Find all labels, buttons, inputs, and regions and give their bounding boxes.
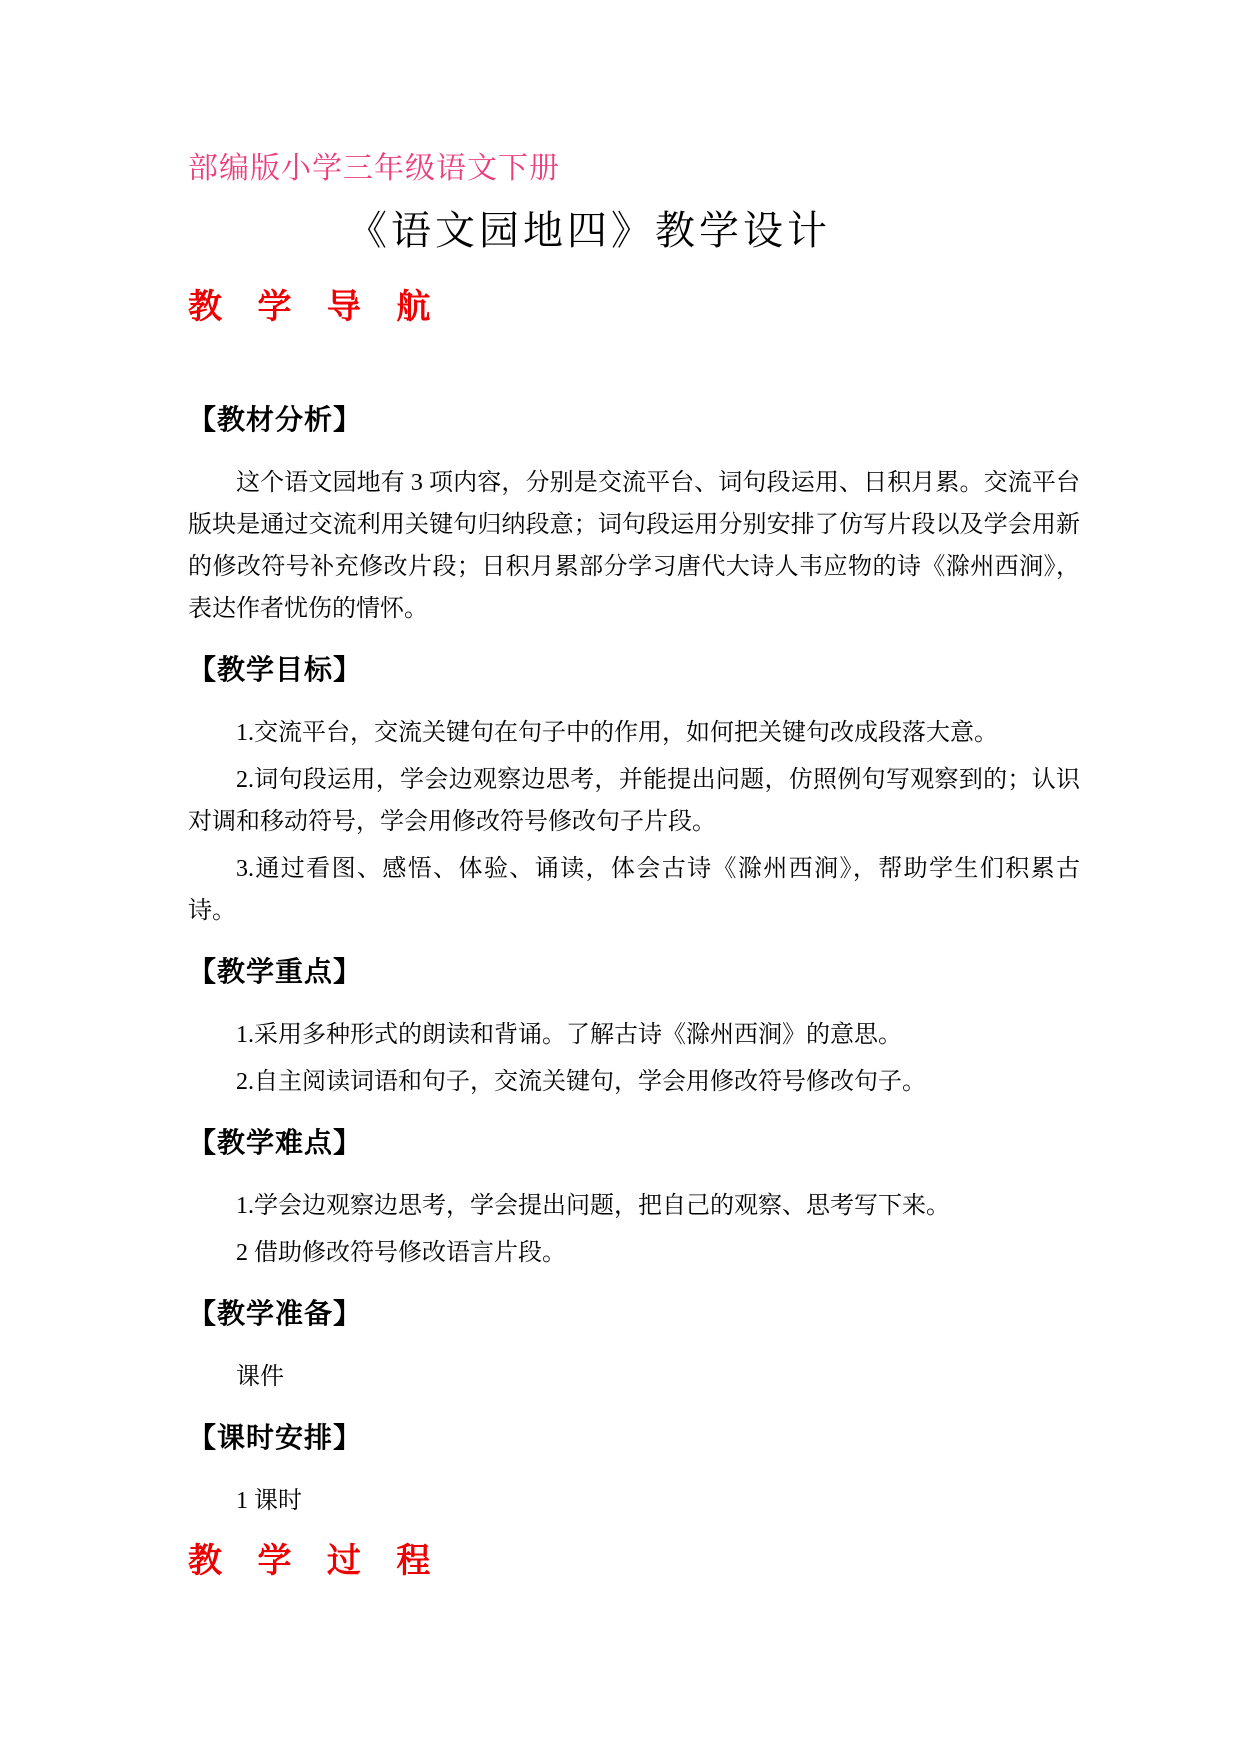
paragraph: 1.采用多种形式的朗读和背诵。了解古诗《滁州西涧》的意思。 [236,1022,902,1048]
section-heading-textbook-analysis: 【教材分析】 [188,404,363,435]
section-heading-teaching-objectives: 【教学目标】 [188,654,363,685]
section-body [188,1356,1080,1398]
section-heading-teaching-process: 教 学 过 程 [188,1542,444,1580]
section-body [188,1014,1080,1103]
section-heading-teaching-key-points: 【教学重点】 [188,956,363,987]
section-body [188,1480,1080,1522]
section-heading-class-schedule: 【课时安排】 [188,1422,363,1453]
section-heading-teaching-preparation: 【教学准备】 [188,1298,363,1329]
section-teaching-difficulties [188,1125,1080,1274]
paragraph: 1 课时 [236,1488,302,1514]
section-heading-teaching-difficulties: 【教学难点】 [188,1127,363,1158]
section-teaching-preparation [188,1296,1080,1398]
section-heading-teaching-navigation: 教 学 导 航 [188,288,444,326]
paragraph: 1.交流平台，交流关键句在句子中的作用，如何把关键句改成段落大意。 [236,720,998,746]
section-textbook-analysis [188,402,1080,630]
paragraph: 2.词句段运用，学会边观察边思考，并能提出问题，仿照例句写观察到的；认识对调和移动符号，学会用修改符号修改句子片段。 [188,767,1080,835]
paragraph: 2 借助修改符号修改语言片段。 [236,1240,566,1266]
section-class-schedule [188,1420,1080,1522]
paragraph: 这个语文园地有 3 项内容，分别是交流平台、词句段运用、日积月累。交流平台版块是通过交流利用关键句归纳段意；词句段运用分别安排了仿写片段以及学会用新的修改符号补充修改片段；日积月累部分学习唐代大诗人韦应物的诗《滁州西涧》，表达作者忧伤的情怀。 [188,470,1080,622]
paragraph: 课件 [236,1364,284,1390]
section-teaching-key-points [188,954,1080,1103]
doc-title: 《语文园地四》教学设计 [347,208,831,253]
section-body [188,712,1080,932]
doc-edition-label: 部编版小学三年级语文下册 [188,152,560,185]
paragraph: 2.自主阅读词语和句子，交流关键句，学会用修改符号修改句子。 [236,1069,926,1095]
section-body [188,1185,1080,1274]
paragraph: 3.通过看图、感悟、体验、诵读，体会古诗《滁州西涧》，帮助学生们积累古诗。 [188,856,1080,924]
paragraph: 1.学会边观察边思考，学会提出问题，把自己的观察、思考写下来。 [236,1193,950,1219]
section-body [188,462,1080,630]
section-teaching-objectives [188,652,1080,932]
